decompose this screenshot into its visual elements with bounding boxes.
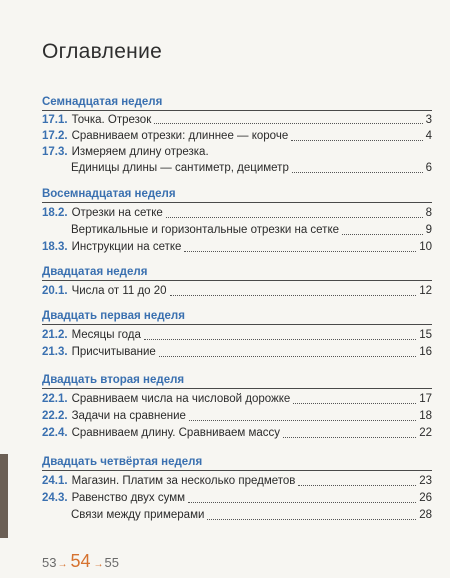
section-title: Двадцать четвёртая неделя [42, 456, 203, 468]
arrow-right-icon: → [93, 559, 104, 570]
entry-number: 17.1. [42, 114, 68, 126]
section-divider [42, 470, 432, 471]
dot-leader [207, 518, 416, 520]
dot-leader [144, 338, 416, 340]
entry-title: Равенство двух сумм [71, 492, 186, 504]
section-divider [42, 388, 432, 389]
section-title: Двадцать первая неделя [42, 310, 185, 322]
entry-title: Точка. Отрезок [71, 114, 152, 126]
entry-page: 17 [419, 393, 432, 405]
toc-section [42, 187, 432, 256]
entry-page: 9 [425, 224, 432, 236]
entry-page: 15 [419, 329, 432, 341]
entry-page: 26 [419, 492, 432, 504]
page-edge-tab [0, 454, 8, 538]
section-title: Семнадцатая неделя [42, 96, 163, 108]
entry-page: 28 [419, 509, 432, 521]
dot-leader [170, 294, 417, 296]
entry-title: Магазин. Платим за несколько предметов [71, 475, 296, 487]
entry-page: 12 [419, 285, 432, 297]
toc-entry[interactable] [42, 507, 432, 524]
dot-leader [298, 484, 416, 486]
entry-number: 18.2. [42, 207, 68, 219]
toc-section [42, 95, 432, 177]
entry-page: 6 [425, 162, 432, 174]
entry-title: Сравниваем числа на числовой дорожке [71, 393, 291, 405]
toc-entry[interactable] [42, 473, 432, 490]
entry-title: Числа от 11 до 20 [71, 285, 167, 297]
page-navigation [42, 551, 119, 572]
arrow-right-icon: → [57, 559, 68, 570]
entry-number: 24.1. [42, 475, 68, 487]
toc-section [42, 455, 432, 524]
entry-page: 10 [419, 241, 432, 253]
entry-title: Месяцы года [71, 329, 141, 341]
dot-leader [292, 171, 423, 173]
section-divider [42, 110, 432, 111]
section-title: Двадцать вторая неделя [42, 374, 185, 386]
entry-title: Инструкции на сетке [71, 241, 182, 253]
entry-title: Присчитывание [71, 346, 156, 358]
entry-title: Вертикальные и горизонтальные отрезки на сетке [71, 224, 339, 236]
entry-title: Единицы длины — сантиметр, дециметр [71, 162, 289, 174]
entry-page: 3 [425, 114, 432, 126]
entry-number: 21.3. [42, 346, 68, 358]
dot-leader [159, 355, 416, 357]
section-title: Двадцатая неделя [42, 266, 148, 278]
page-title: Оглавление [42, 40, 163, 63]
dot-leader [188, 501, 416, 503]
entry-number: 22.2. [42, 410, 68, 422]
toc-entry[interactable] [42, 327, 432, 344]
entry-number: 22.1. [42, 393, 68, 405]
toc-section [42, 265, 432, 300]
entry-number: 17.3. [42, 146, 68, 158]
entry-title: Связи между примерами [71, 509, 205, 521]
toc-entry[interactable] [42, 205, 432, 222]
toc-entry[interactable] [42, 145, 432, 160]
entry-page: 4 [425, 130, 432, 142]
toc-entry[interactable] [42, 344, 432, 361]
prev-page-number[interactable]: 53 [42, 555, 57, 570]
toc-entry[interactable] [42, 408, 432, 425]
toc-entry[interactable] [42, 128, 432, 145]
entry-title: Отрезки на сетке [71, 207, 163, 219]
section-divider [42, 280, 432, 281]
entry-number: 18.3. [42, 241, 68, 253]
toc-entry[interactable] [42, 113, 432, 128]
entry-title: Измеряем длину отрезка. [71, 146, 209, 158]
toc-entry[interactable] [42, 160, 432, 177]
entry-page: 18 [419, 410, 432, 422]
toc-entry[interactable] [42, 391, 432, 408]
entry-title: Задачи на сравнение [71, 410, 186, 422]
section-divider [42, 324, 432, 325]
entry-number: 22.4. [42, 427, 68, 439]
dot-leader [166, 216, 423, 218]
toc-entry[interactable] [42, 283, 432, 300]
dot-leader [291, 139, 422, 141]
toc-section [42, 373, 432, 442]
toc-entry[interactable] [42, 425, 432, 442]
current-page-number: 54 [70, 551, 91, 571]
next-page-number[interactable]: 55 [104, 555, 119, 570]
entry-number: 20.1. [42, 285, 68, 297]
dot-leader [342, 233, 423, 235]
toc-section [42, 309, 432, 361]
section-divider [42, 202, 432, 203]
entry-page: 22 [419, 427, 432, 439]
toc-entry[interactable] [42, 239, 432, 256]
entry-page: 23 [419, 475, 432, 487]
entry-number: 21.2. [42, 329, 68, 341]
entry-title: Сравниваем длину. Сравниваем массу [71, 427, 281, 439]
entry-page: 8 [425, 207, 432, 219]
toc-entry[interactable] [42, 490, 432, 507]
dot-leader [184, 250, 416, 252]
dot-leader [154, 122, 422, 124]
entry-title: Сравниваем отрезки: длиннее — короче [71, 130, 289, 142]
entry-page: 16 [419, 346, 432, 358]
dot-leader [189, 419, 416, 421]
dot-leader [293, 402, 416, 404]
section-title: Восемнадцатая неделя [42, 188, 176, 200]
entry-number: 24.3. [42, 492, 68, 504]
dot-leader [283, 436, 416, 438]
toc-entry[interactable] [42, 222, 432, 239]
entry-number: 17.2. [42, 130, 68, 142]
